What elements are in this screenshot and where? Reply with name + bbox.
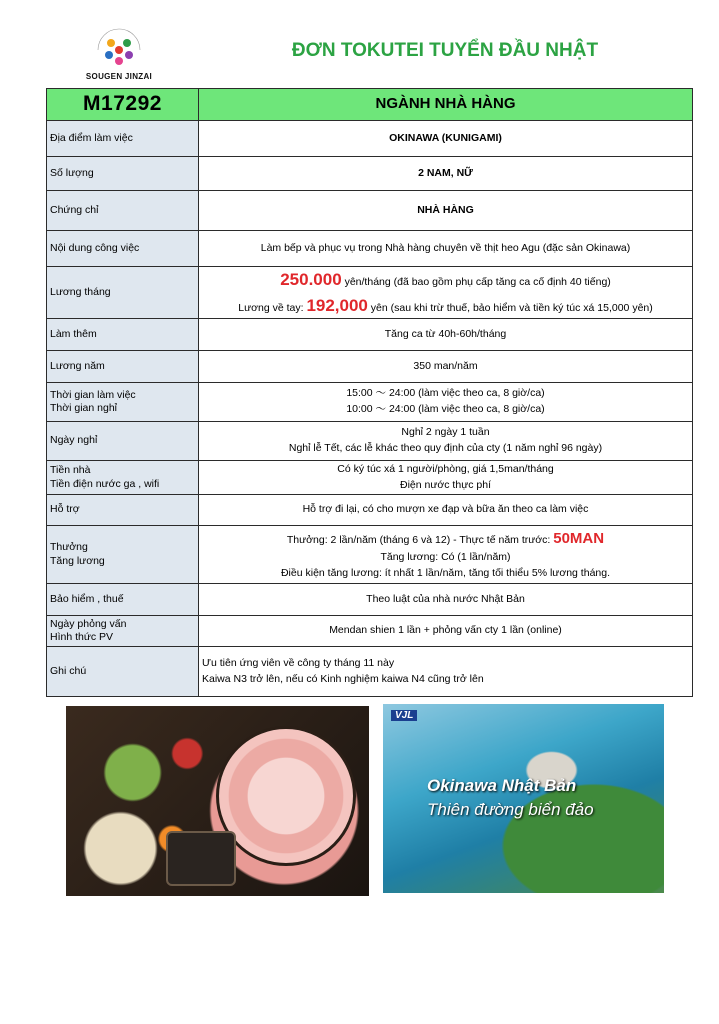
company-logo	[80, 26, 158, 86]
row-label: Làm thêm	[47, 319, 199, 351]
row-label: Ghi chú	[47, 647, 199, 697]
bonus-text: Thưởng: 2 lần/năm (tháng 6 và 12) - Thực tế năm trước:	[286, 533, 554, 546]
row-label	[47, 461, 199, 495]
job-sector: NGÀNH NHÀ HÀNG	[199, 89, 693, 121]
salary-amount: 250.000	[280, 270, 342, 289]
net-salary-note: yên (sau khi trừ thuế, bảo hiểm và tiền ký túc xá 15,000 yên)	[367, 301, 653, 314]
table-row	[47, 461, 693, 495]
certificate-value: NHÀ HÀNG	[199, 191, 693, 231]
table-row	[47, 191, 693, 231]
raise-condition-text: Điều kiện tăng lương: ít nhất 1 lần/năm, tăng tối thiểu 5% lương tháng.	[280, 566, 611, 579]
row-label	[47, 616, 199, 647]
table-header-row	[47, 89, 693, 121]
table-row	[47, 616, 693, 647]
salary-note: yên/tháng (đã bao gồm phụ cấp tăng ca cố định 40 tiếng)	[341, 276, 611, 288]
annual-salary-value: 350 man/năm	[199, 351, 693, 383]
table-row	[47, 526, 693, 584]
table-row	[47, 647, 693, 697]
table-row	[47, 383, 693, 422]
working-time-text: 15:00 ～ 24:00 (làm việc theo ca, 8 giờ/ca)	[346, 387, 545, 400]
salary-value	[199, 267, 693, 319]
location-value: OKINAWA (KUNIGAMI)	[199, 121, 693, 157]
people-circle-logo-icon	[90, 26, 148, 72]
quantity-value: 2 NAM, NỮ	[199, 157, 693, 191]
row-label: Hỗ trợ	[47, 495, 199, 526]
job-content-value: Làm bếp và phục vụ trong Nhà hàng chuyên về thịt heo Agu (đặc sản Okinawa)	[199, 231, 693, 267]
net-salary-amount: 192,000	[306, 295, 368, 315]
restaurant-food-photo	[66, 706, 369, 896]
row-label: Lương năm	[47, 351, 199, 383]
notes-text-1: Ưu tiên ứng viên về công ty tháng 11 này	[202, 656, 395, 669]
row-label: Bảo hiểm , thuế	[47, 584, 199, 616]
bonus-label: Thưởng	[50, 541, 88, 554]
break-time-label: Thời gian nghỉ	[50, 402, 118, 414]
raise-label: Tăng lương	[50, 554, 105, 567]
row-label: Ngày nghỉ	[47, 422, 199, 461]
row-label: Nội dung công việc	[47, 231, 199, 267]
interview-format-label: Hình thức PV	[50, 631, 114, 643]
raise-text: Tăng lương: Có (1 lần/năm)	[380, 551, 511, 563]
table-row	[47, 267, 693, 319]
row-label	[47, 383, 199, 422]
row-label	[47, 526, 199, 584]
working-time-label: Thời gian làm việc	[50, 388, 136, 401]
housing-value	[199, 461, 693, 495]
table-row	[47, 351, 693, 383]
break-time-text: 10:00 ～ 24:00 (làm việc theo ca, 8 giờ/ca)	[346, 403, 545, 415]
job-details-table	[46, 88, 693, 697]
job-code: M17292	[47, 89, 199, 121]
insurance-value: Theo luật của nhà nước Nhật Bản	[199, 584, 693, 616]
row-label: Số lượng	[47, 157, 199, 191]
holidays-text: Nghỉ lễ Tết, các lễ khác theo quy định của cty (1 năm nghỉ 96 ngày)	[288, 442, 603, 454]
photo-caption-title: Okinawa Nhật Bản	[427, 776, 577, 795]
notes-text-2: Kaiwa N3 trở lên, nếu có Kinh nghiệm kaiwa N4 cũng trở lên	[202, 672, 484, 685]
net-salary-prefix: Lương về tay:	[238, 301, 307, 314]
housing-text: Có ký túc xá 1 người/phòng, giá 1,5man/tháng	[337, 462, 554, 475]
table-row	[47, 319, 693, 351]
photo-caption-subtitle: Thiên đường biển đảo	[427, 800, 594, 819]
working-time-value	[199, 383, 693, 422]
utilities-label: Tiền điện nước ga , wifi	[50, 477, 160, 490]
table-row	[47, 422, 693, 461]
table-row	[47, 231, 693, 267]
vjl-brand-logo: VJL	[391, 710, 417, 721]
row-label: Lương tháng	[47, 267, 199, 319]
row-label: Chứng chỉ	[47, 191, 199, 231]
okinawa-beach-photo	[383, 704, 664, 893]
utilities-text: Điện nước thực phí	[400, 478, 491, 491]
days-off-value	[199, 422, 693, 461]
table-row	[47, 495, 693, 526]
table-row	[47, 584, 693, 616]
bonus-value	[199, 526, 693, 584]
support-value: Hỗ trợ đi lại, có cho mượn xe đạp và bữa ăn theo ca làm việc	[199, 495, 693, 526]
interview-value: Mendan shien 1 lần + phỏng vấn cty 1 lần (online)	[199, 616, 693, 647]
overtime-value: Tăng ca từ 40h-60h/tháng	[199, 319, 693, 351]
row-label: Địa điểm làm việc	[47, 121, 199, 157]
bonus-amount: 50MAN	[553, 529, 605, 547]
table-row	[47, 157, 693, 191]
page-title: ĐƠN TOKUTEI TUYỂN ĐẦU NHẬT	[291, 40, 599, 61]
table-row	[47, 121, 693, 157]
days-off-text: Nghỉ 2 ngày 1 tuần	[401, 426, 490, 439]
logo-name: SOUGEN JINZAI	[85, 72, 153, 81]
notes-value	[199, 647, 693, 697]
interview-date-label: Ngày phỏng vấn	[50, 617, 127, 630]
pork-platter-shape	[216, 726, 356, 866]
housing-label: Tiền nhà	[50, 464, 91, 477]
sauce-bowl-shape	[166, 831, 236, 886]
